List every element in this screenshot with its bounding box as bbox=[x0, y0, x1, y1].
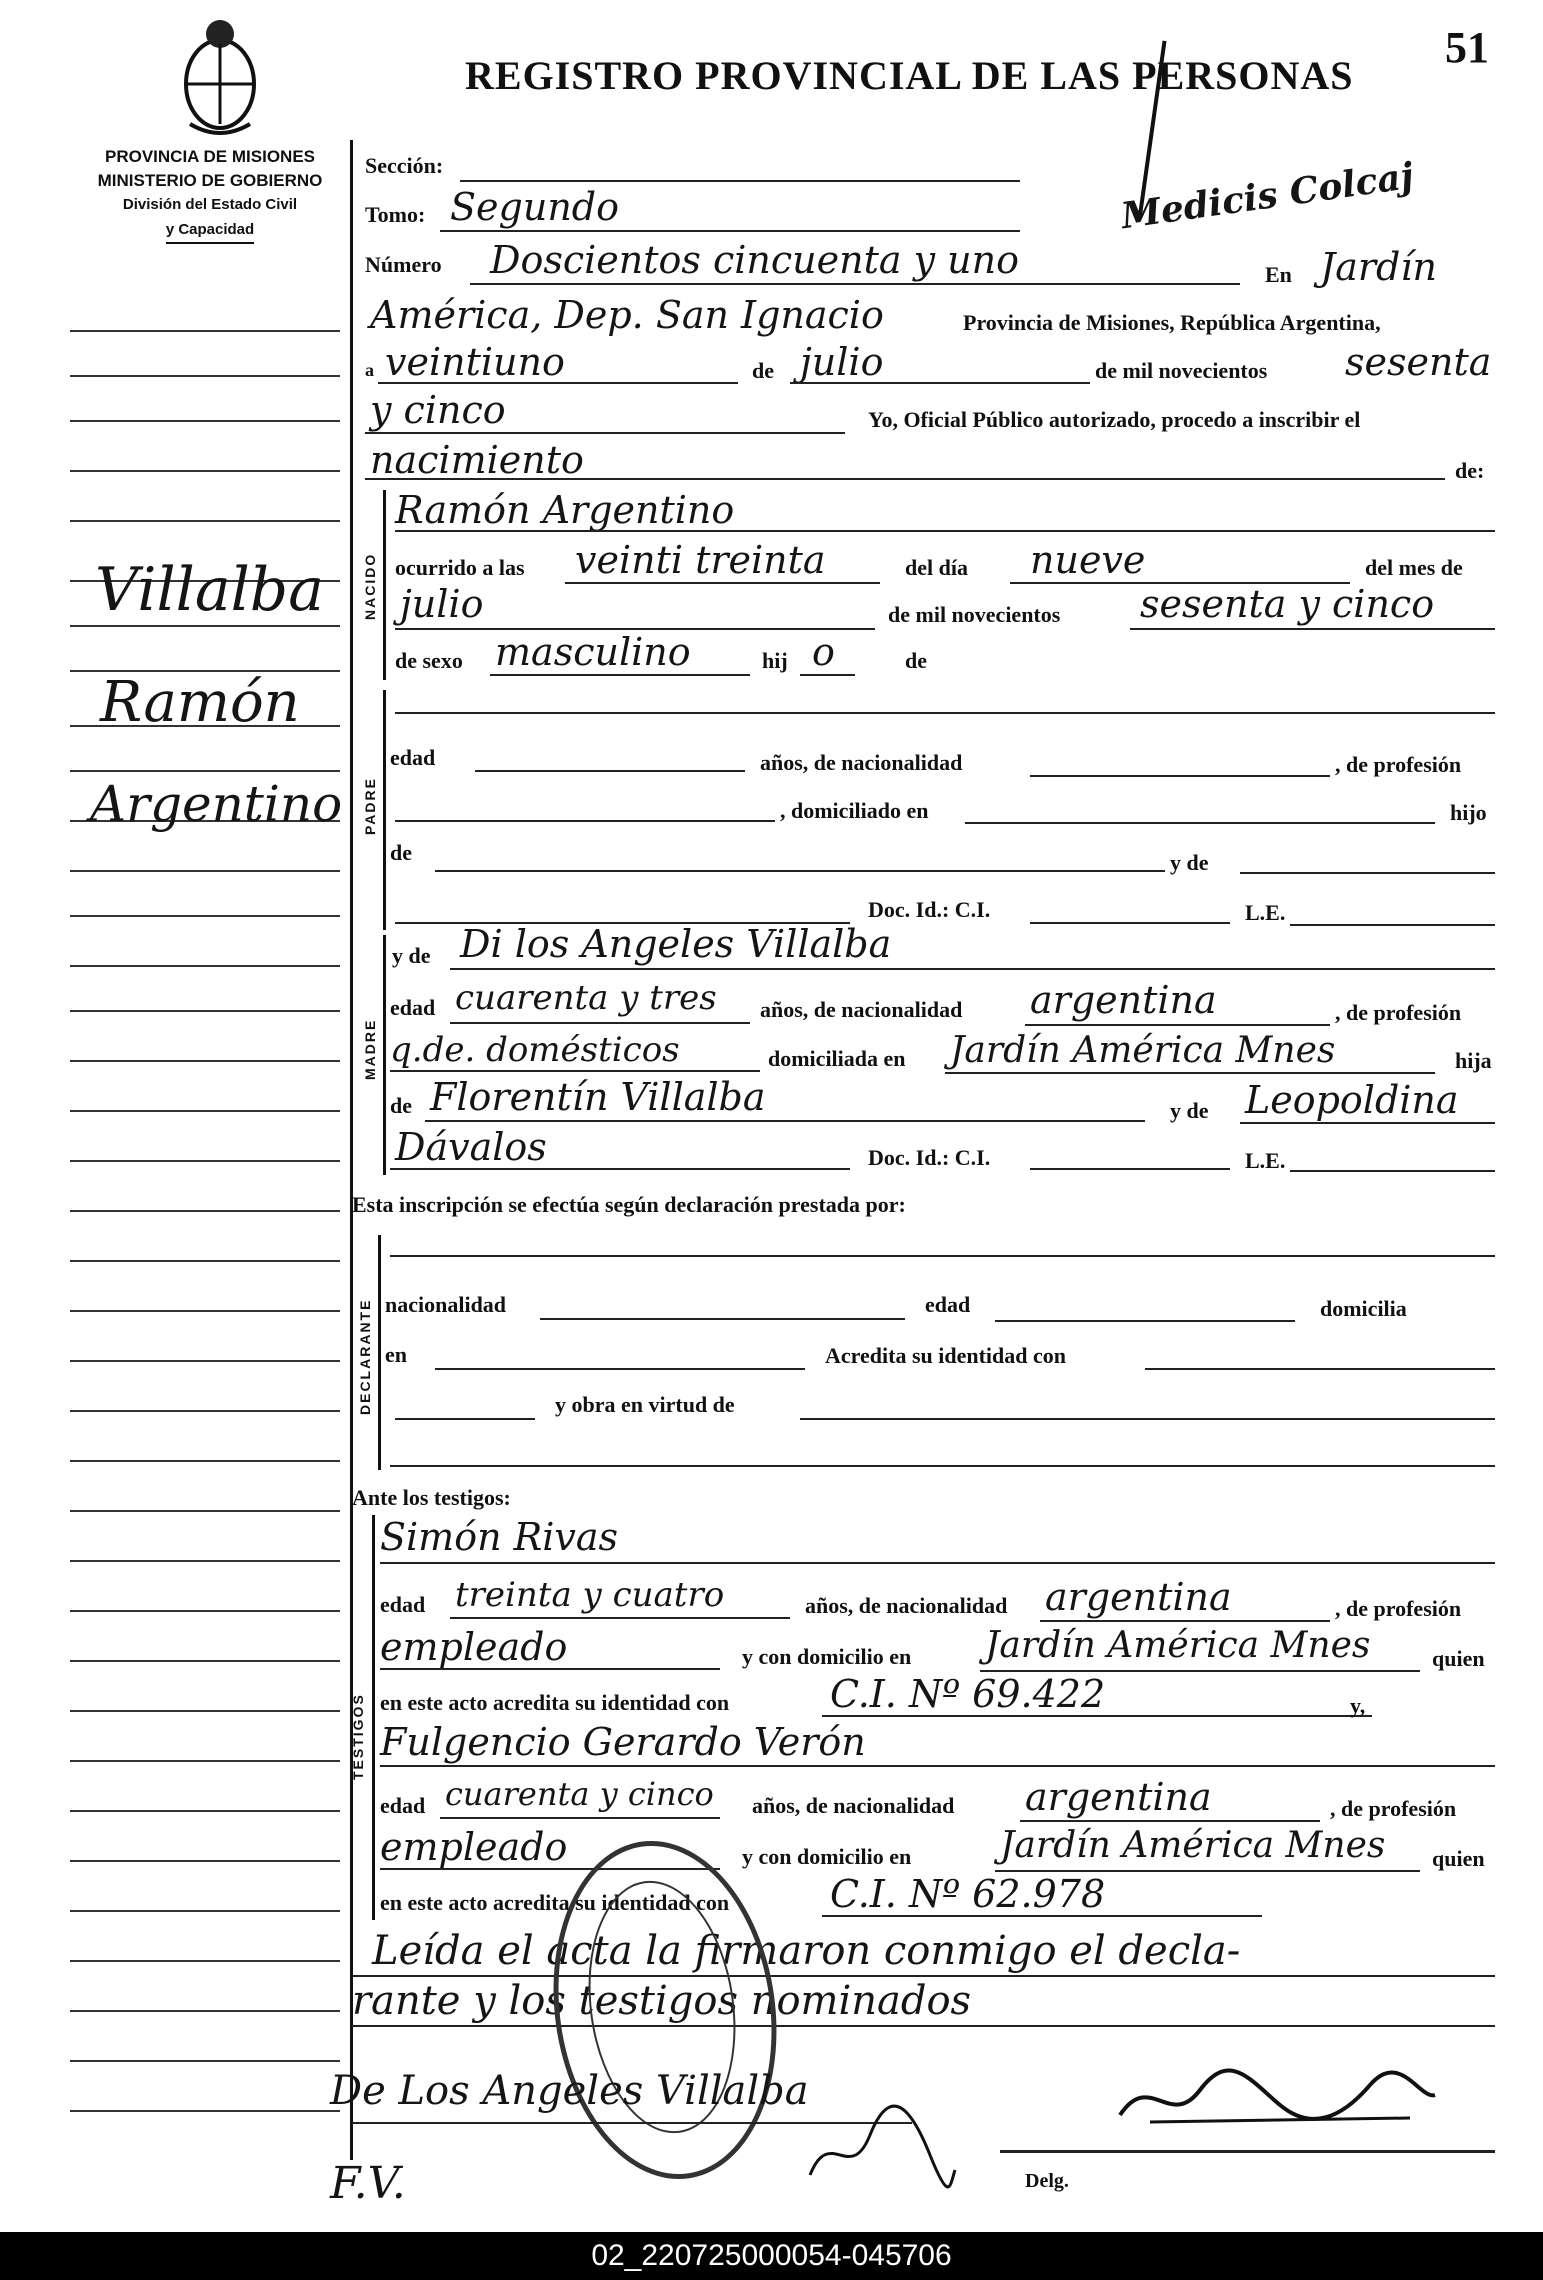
nacido-nombre: Ramón Argentino bbox=[395, 488, 735, 532]
dia-value: veintiuno bbox=[385, 340, 565, 384]
testigo-2-domicilio: Jardín América Mnes bbox=[1000, 1825, 1386, 1866]
madre-profesion: q.de. domésticos bbox=[390, 1030, 680, 1070]
testigo-1-profesion: empleado bbox=[380, 1625, 568, 1669]
acto-value: nacimiento bbox=[370, 438, 584, 482]
padre-le-label: L.E. bbox=[1245, 900, 1286, 925]
sexo-value: masculino bbox=[495, 630, 691, 674]
oficial-text: Yo, Oficial Público autorizado, procedo a inscribir el bbox=[868, 407, 1361, 432]
testigo-1-domicilio: Jardín América Mnes bbox=[985, 1625, 1371, 1666]
dia-nacimiento: nueve bbox=[1030, 538, 1146, 582]
testigo-2-profesion: empleado bbox=[380, 1825, 568, 1869]
padre-edad-label: edad bbox=[390, 745, 436, 770]
madre-anios-label: años, de nacionalidad bbox=[760, 997, 963, 1022]
madre-nacionalidad: argentina bbox=[1030, 978, 1217, 1022]
madre-y-de-label: y de bbox=[392, 943, 431, 968]
anio-1: sesenta bbox=[1345, 340, 1492, 384]
testigo-1-nacionalidad: argentina bbox=[1045, 1575, 1232, 1619]
sexo-label: de sexo bbox=[395, 648, 463, 673]
del-dia-label: del día bbox=[905, 555, 968, 580]
testigo-2-doc: C.I. Nº 62.978 bbox=[830, 1872, 1106, 1916]
madre-hija-label: hija bbox=[1455, 1048, 1492, 1073]
nacido-section-label: NACIDO bbox=[362, 552, 378, 620]
a-label: a bbox=[365, 360, 374, 380]
mil-nacimiento-label: de mil novecientos bbox=[888, 602, 1061, 627]
seccion-label: Sección: bbox=[365, 153, 444, 178]
padre-section-label: PADRE bbox=[362, 777, 378, 835]
testigo-2-nacionalidad: argentina bbox=[1025, 1775, 1212, 1819]
madre-profesion-label: , de profesión bbox=[1335, 1000, 1462, 1025]
tomo-value: Segundo bbox=[450, 185, 619, 229]
de-nacido-label: de bbox=[905, 648, 927, 673]
anio-2: y cinco bbox=[370, 388, 506, 432]
mes-nacimiento: julio bbox=[400, 582, 484, 626]
declarante-acredita-label: Acredita su identidad con bbox=[825, 1343, 1067, 1368]
testigo-1-anios-label: años, de nacionalidad bbox=[805, 1593, 1008, 1618]
lugar-2: América, Dep. San Ignacio bbox=[370, 293, 884, 337]
hij-suffix: o bbox=[812, 630, 835, 674]
padre-anios-label: años, de nacionalidad bbox=[760, 750, 963, 775]
ministry-block bbox=[70, 145, 350, 244]
testigo-1-domicilio-label: y con domicilio en bbox=[742, 1644, 912, 1669]
page-title: REGISTRO PROVINCIAL DE LAS PERSONAS bbox=[465, 53, 1354, 98]
division-name: División del Estado Civil bbox=[122, 196, 298, 213]
declarante-intro: Esta inscripción se efectúa según declaración prestada por: bbox=[352, 1192, 906, 1217]
madre-nombre: Di los Angeles Villalba bbox=[460, 922, 892, 966]
testigo-1-quien-label: quien bbox=[1432, 1646, 1485, 1671]
testigo-1-y-label: y, bbox=[1350, 1693, 1366, 1718]
margin-surname: Villalba bbox=[95, 555, 324, 625]
madre-padre-nombre: Florentín Villalba bbox=[430, 1075, 766, 1119]
margin-name-1: Ramón bbox=[100, 670, 300, 735]
padre-de-label: de bbox=[390, 840, 412, 865]
testigos-intro: Ante los testigos: bbox=[352, 1485, 511, 1510]
padre-hijo-label: hijo bbox=[1450, 800, 1487, 825]
madre-y-de2-label: y de bbox=[1170, 1098, 1209, 1123]
nacido-bracket bbox=[383, 490, 386, 680]
testigos-section-label: TESTIGOS bbox=[350, 1693, 366, 1780]
madre-section-label: MADRE bbox=[362, 1018, 378, 1080]
madre-le-label: L.E. bbox=[1245, 1148, 1286, 1173]
madre-edad: cuarenta y tres bbox=[455, 978, 717, 1018]
testigo-2-edad-label: edad bbox=[380, 1793, 426, 1818]
testigo-1-edad: treinta y cuatro bbox=[455, 1575, 725, 1615]
testigo-1-edad-label: edad bbox=[380, 1592, 426, 1617]
madre-domicilio: Jardín América Mnes bbox=[950, 1030, 1336, 1071]
tomo-label: Tomo: bbox=[365, 202, 426, 227]
testigo-2-profesion-label: , de profesión bbox=[1330, 1796, 1457, 1821]
testigo-1-profesion-label: , de profesión bbox=[1335, 1596, 1462, 1621]
madre-madre-nombre-2: Dávalos bbox=[395, 1125, 547, 1169]
closing-line-2: rante y los testigos nominados bbox=[352, 1978, 972, 2024]
declarante-section-label: DECLARANTE bbox=[357, 1298, 373, 1415]
mes-value: julio bbox=[800, 340, 884, 384]
madre-bracket bbox=[383, 935, 386, 1175]
en-label: En bbox=[1265, 262, 1292, 287]
testigos-bracket bbox=[372, 1515, 375, 1920]
hora-value: veinti treinta bbox=[575, 538, 826, 582]
delegado-label: Delg. bbox=[1025, 2170, 1069, 2192]
lugar-1: Jardín bbox=[1320, 245, 1438, 289]
closing-line-1: Leída el acta la firmaron conmigo el decla- bbox=[372, 1928, 1241, 1974]
numero-label: Número bbox=[365, 252, 442, 277]
ministry-name: MINISTERIO DE GOBIERNO bbox=[97, 171, 323, 190]
page-number: 51 bbox=[1445, 23, 1489, 72]
main-rule bbox=[350, 140, 353, 2160]
top-signature: Medicis Colcaj bbox=[1118, 154, 1417, 238]
testigo-1-acredita-label: en este acto acredita su identidad con bbox=[380, 1690, 730, 1715]
mil-label: de mil novecientos bbox=[1095, 358, 1268, 383]
declarante-en-label: en bbox=[385, 1342, 407, 1367]
footer-code: 02_220725000054-045706 bbox=[0, 2232, 1543, 2280]
numero-value: Doscientos cincuenta y uno bbox=[490, 238, 1019, 282]
de-colon: de: bbox=[1455, 458, 1485, 483]
madre-edad-label: edad bbox=[390, 995, 436, 1020]
testigo-2-anios-label: años, de nacionalidad bbox=[752, 1793, 955, 1818]
testigo-1-doc: C.I. Nº 69.422 bbox=[830, 1672, 1106, 1716]
testigo-1-nombre: Simón Rivas bbox=[380, 1515, 619, 1559]
de-label: de bbox=[752, 358, 774, 383]
province-name: PROVINCIA DE MISIONES bbox=[104, 147, 315, 166]
padre-profesion-label: , de profesión bbox=[1335, 752, 1462, 777]
ocurrido-label: ocurrido a las bbox=[395, 555, 525, 580]
hij-label: hij bbox=[762, 648, 788, 673]
anio-nacimiento: sesenta y cinco bbox=[1140, 582, 1435, 626]
madre-madre-nombre-1: Leopoldina bbox=[1245, 1078, 1459, 1122]
official-signature-icon bbox=[1110, 2060, 1440, 2140]
declarante-obra-label: y obra en virtud de bbox=[555, 1392, 735, 1417]
declarante-edad-label: edad bbox=[925, 1292, 971, 1317]
del-mes-label: del mes de bbox=[1365, 555, 1463, 580]
witness-signature-icon bbox=[800, 2085, 960, 2195]
padre-domiciliado-label: , domiciliado en bbox=[780, 798, 929, 823]
provincia-text: Provincia de Misiones, República Argentina, bbox=[963, 310, 1381, 335]
madre-doc-label: Doc. Id.: C.I. bbox=[868, 1145, 991, 1170]
testigo-2-edad: cuarenta y cinco bbox=[445, 1775, 714, 1813]
declarante-bracket bbox=[378, 1235, 381, 1470]
madre-de-label: de bbox=[390, 1093, 412, 1118]
signature-initials: F.V. bbox=[330, 2158, 406, 2209]
margin-name-2: Argentino bbox=[90, 775, 343, 833]
padre-doc-label: Doc. Id.: C.I. bbox=[868, 897, 991, 922]
testigo-2-quien-label: quien bbox=[1432, 1846, 1485, 1871]
testigo-2-acredita-label: en este acto acredita su identidad con bbox=[380, 1890, 730, 1915]
signature-declarante: De Los Angeles Villalba bbox=[330, 2068, 809, 2114]
testigo-2-domicilio-label: y con domicilio en bbox=[742, 1844, 912, 1869]
padre-y-de-label: y de bbox=[1170, 850, 1209, 875]
declarante-nacionalidad-label: nacionalidad bbox=[385, 1292, 507, 1317]
madre-domiciliada-label: domiciliada en bbox=[768, 1046, 906, 1071]
declarante-domicilia-label: domicilia bbox=[1320, 1296, 1407, 1321]
testigo-2-nombre: Fulgencio Gerardo Verón bbox=[380, 1720, 866, 1764]
division-name-2: y Capacidad bbox=[166, 218, 254, 244]
coat-of-arms-icon bbox=[170, 14, 270, 144]
padre-bracket bbox=[383, 690, 386, 930]
